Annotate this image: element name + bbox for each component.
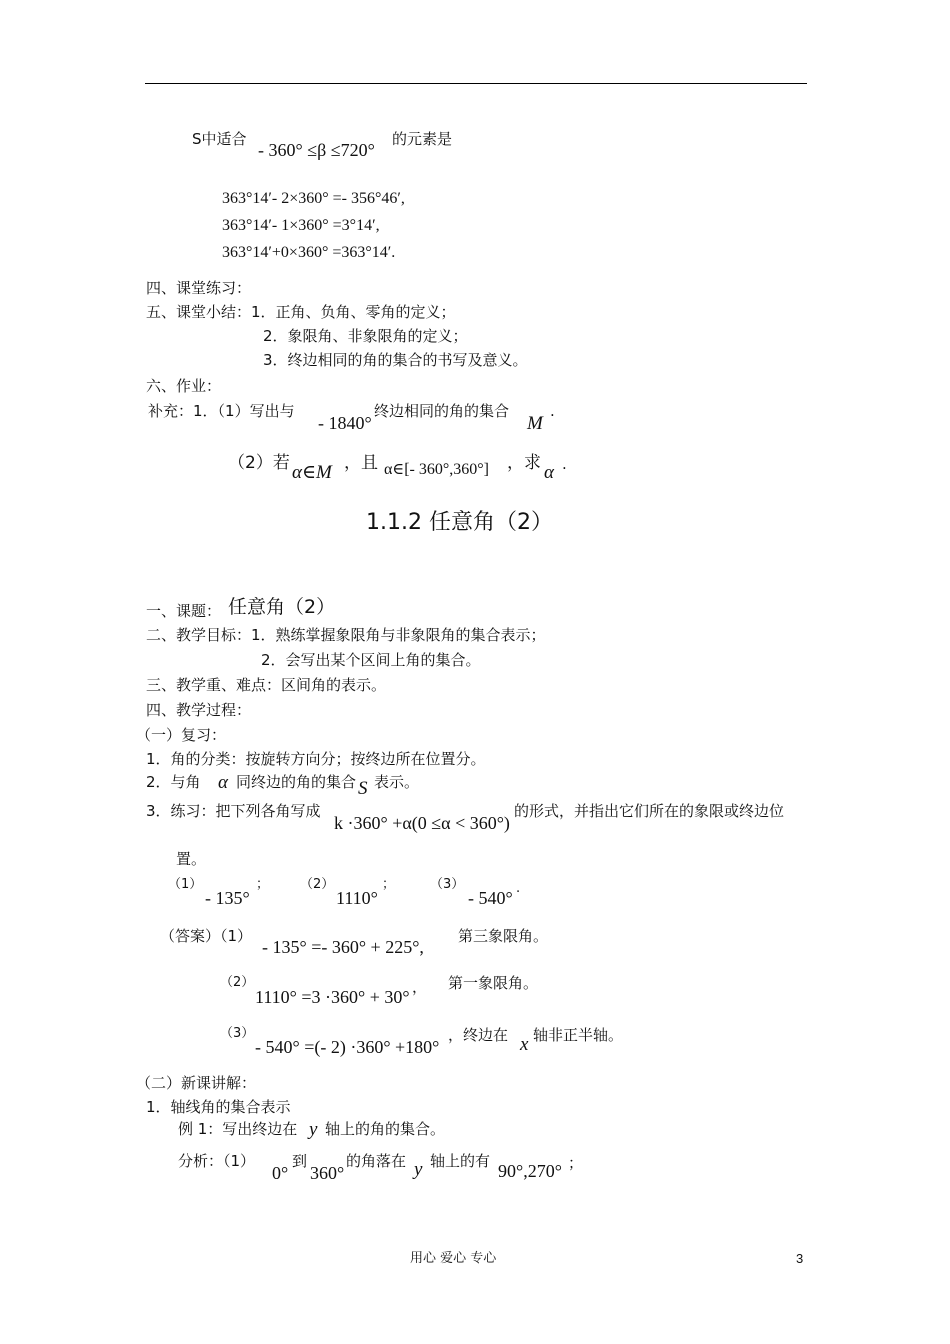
- homework-2-and: ，且: [344, 453, 378, 473]
- exercise-3-angle: - 540°: [468, 888, 513, 908]
- exercise-2-label: （2）: [300, 877, 335, 892]
- s-range-formula: - 360° ≤β ≤720°: [258, 140, 375, 160]
- section-homework: 六、作业：: [146, 377, 222, 395]
- review-item-2-set-s: S: [358, 778, 368, 799]
- example-1-suffix: 轴上的角的集合。: [325, 1120, 446, 1138]
- review-item-3-formula: k ·360° +α(0 ≤α < 360°): [334, 813, 510, 833]
- answer-1-quadrant: 第三象限角。: [458, 927, 549, 945]
- review-heading: （一）复习：: [136, 726, 227, 744]
- equation-2: 363°14′- 1×360° =3°14′,: [222, 217, 380, 234]
- topic-label: 一、课题：: [146, 602, 222, 620]
- answer-1-formula: - 135° =- 360° + 225°,: [262, 937, 424, 957]
- answer-2-label: （2）: [220, 975, 255, 990]
- homework-1-prefix: 补充：1．（1）写出与: [148, 402, 295, 420]
- goal-2: 2．会写出某个区间上角的集合。: [261, 651, 481, 669]
- analysis-prefix: 分析：（1）: [178, 1152, 256, 1170]
- homework-2-interval: α∈[- 360°,360°]: [384, 461, 490, 478]
- analysis-text-1: 的角落在: [346, 1152, 407, 1170]
- answer-3-x: x: [520, 1034, 529, 1055]
- review-item-2-prefix: 2．与角: [146, 773, 201, 791]
- page-number: 3: [796, 1251, 804, 1266]
- new-lesson-heading: （二）新课讲解：: [136, 1074, 257, 1092]
- analysis-to: 到: [292, 1152, 308, 1170]
- exercise-2-sep: ；: [382, 877, 396, 892]
- exercise-2-angle: 1110°: [336, 888, 378, 908]
- exercise-3-label: （3）: [430, 877, 465, 892]
- answer-2-quadrant: 第一象限角。: [448, 974, 539, 992]
- s-intro-text: S中适合: [192, 130, 247, 148]
- header-rule: [145, 83, 807, 84]
- equation-3: 363°14′+0×360° =363°14′.: [222, 244, 396, 261]
- summary-item-3: 3．终边相同的角的集合的书写及意义。: [263, 351, 528, 369]
- section-practice: 四、课堂练习：: [146, 279, 252, 297]
- key-points: 三、教学重、难点：区间角的表示。: [146, 676, 387, 694]
- review-item-3-text: 的形式，并指出它们所在的象限或终边位: [514, 802, 785, 820]
- answer-3-label: （3）: [220, 1026, 255, 1041]
- homework-1-period: .: [550, 402, 555, 420]
- analysis-end: ；: [568, 1154, 584, 1172]
- answer-label: （答案）（1）: [160, 927, 253, 945]
- homework-2-find: ，求: [507, 453, 541, 473]
- new-lesson-item-1: 1．轴线角的集合表示: [146, 1098, 291, 1116]
- review-item-3-prefix: 3．练习：把下列各角写成: [146, 802, 321, 820]
- goal-1: 二、教学目标：1．熟练掌握象限角与非象限角的集合表示；: [146, 626, 546, 644]
- equation-1: 363°14′- 2×360° =- 356°46′,: [222, 190, 405, 207]
- review-item-1: 1．角的分类：按旋转方向分；按终边所在位置分。: [146, 750, 486, 768]
- section-summary: 五、课堂小结：1．正角、负角、零角的定义；: [146, 303, 456, 321]
- section-title: 1.1.2 任意角（2）: [366, 510, 553, 535]
- summary-item-2: 2．象限角、非象限角的定义；: [263, 327, 468, 345]
- example-1-prefix: 例 1：写出终边在: [178, 1120, 298, 1138]
- homework-2-prefix: （2）若: [228, 453, 290, 473]
- topic-title: 任意角（2）: [228, 596, 336, 618]
- homework-1-angle: - 1840°: [318, 413, 372, 433]
- answer-3-text: ，终边在: [448, 1026, 509, 1044]
- s-elements-text: 的元素是: [392, 130, 453, 148]
- analysis-360: 360°: [310, 1163, 345, 1183]
- answer-2-comma: ，: [412, 978, 428, 996]
- footer-motto: 用心 爱心 专心: [410, 1251, 497, 1266]
- review-item-2-suffix: 表示。: [374, 773, 420, 791]
- exercise-1-label: （1）: [168, 877, 203, 892]
- homework-1-set-m: M: [527, 413, 543, 434]
- exercise-3-end: .: [516, 881, 521, 896]
- review-item-2-text: 同终边的角的集合: [236, 773, 357, 791]
- review-item-2-alpha: α: [218, 772, 228, 793]
- homework-2-period: .: [562, 455, 567, 473]
- example-1-y: y: [309, 1119, 318, 1140]
- analysis-values: 90°,270°: [498, 1161, 562, 1181]
- homework-1-text: 终边相同的角的集合: [374, 402, 510, 420]
- answer-3-axis: 轴非正半轴。: [533, 1026, 624, 1044]
- answer-2-formula: 1110° =3 ·360° + 30°: [255, 987, 410, 1007]
- exercise-1-angle: - 135°: [205, 888, 250, 908]
- homework-2-condition: α∈M: [292, 462, 332, 483]
- review-item-3-end: 置。: [176, 850, 207, 868]
- exercise-1-sep: ；: [256, 877, 270, 892]
- analysis-zero: 0°: [272, 1163, 289, 1183]
- analysis-y: y: [414, 1159, 423, 1180]
- analysis-text-2: 轴上的有: [430, 1152, 491, 1170]
- homework-2-alpha: α: [544, 462, 554, 483]
- answer-3-formula: - 540° =(- 2) ·360° +180°: [255, 1037, 440, 1057]
- teaching-process: 四、教学过程：: [146, 701, 252, 719]
